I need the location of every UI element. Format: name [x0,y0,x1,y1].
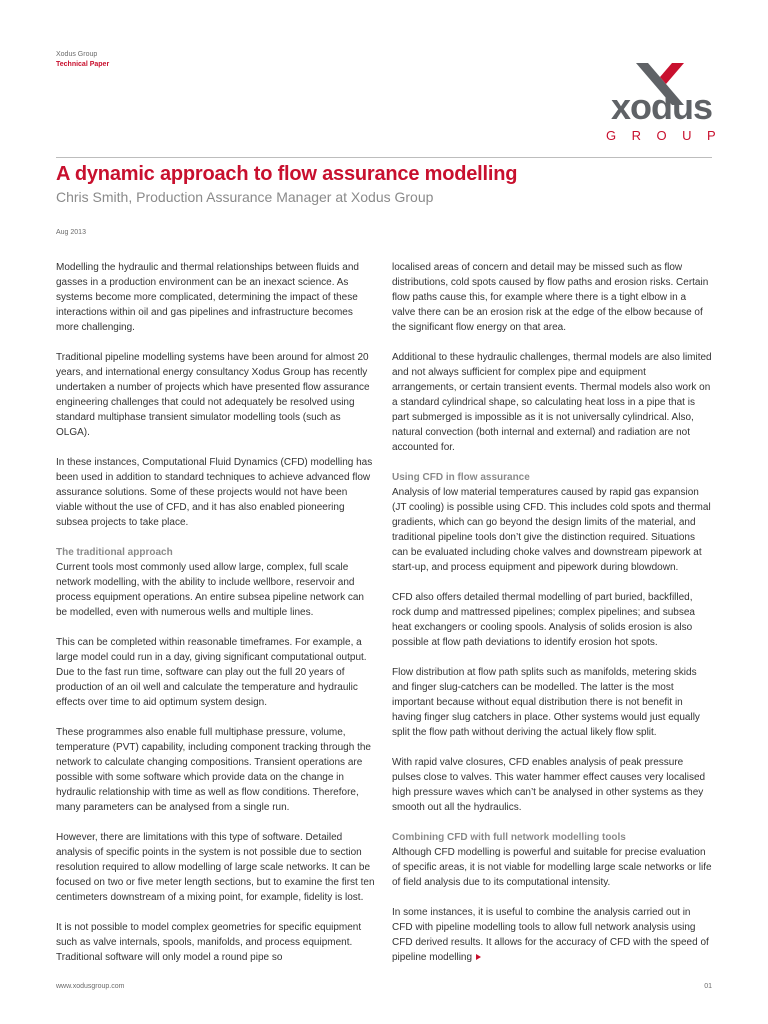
xodus-logo [596,63,732,149]
right-column [392,260,712,980]
header-divider [56,157,712,158]
left-column [56,260,376,980]
page-title: A dynamic approach to flow assurance modelling [56,163,518,185]
paragraph: Although CFD modelling is powerful and suitable for precise evaluation of specific areas, it is not viable for modelling large scale networks or life of field analysis due to its computational intensity. [392,847,712,888]
paragraph: These programmes also enable full multiphase pressure, volume, temperature (PVT) capability, including component tracking through the network to calculate changing compositions. Transient operations are possible with some software which provide data on the change in hydraulic relationship with time as well as flow conditions. Therefore, many parameters can be analysed from a single run. [56,727,371,813]
org-name: Xodus Group [56,51,98,58]
section-heading: Using CFD in flow assurance [392,472,530,483]
paragraph: Current tools most commonly used allow large, complex, full scale network modelling, with the ability to include wellbore, reservoir and process equipment operations. An entire subsea pipeline network can be modelled, even with numerous wells and multiple lines. [56,562,364,618]
logo-wordmark: xodus [610,86,712,127]
paragraph: localised areas of concern and detail may be missed such as flow distributions, cold spots caused by flow paths and erosion risks. Certain flow paths cause this, for example where there is a tight elbow in a valve there can be an erosion risk at the edge of the elbow because of the significant flow energy on that area. [392,262,709,333]
paragraph: In these instances, Computational Fluid Dynamics (CFD) modelling has been used in addition to standard techniques to achieve advanced flow assurance solutions. Some of these projects would not have been viable without the use of CFD, and it has also enabled pioneering subsea projects to take place. [56,457,373,528]
publish-date: Aug 2013 [56,229,86,236]
continue-arrow-icon [476,954,481,960]
section-heading: The traditional approach [56,547,173,558]
page-number: 01 [704,983,712,990]
document-type: Technical Paper [56,61,110,68]
paragraph: Flow distribution at flow path splits such as manifolds, metering skids and finger slug-catchers can be modelled. The latter is the most important because without equal distribution there is not benefit in having finger slug catchers in place. Other systems would just equally split the flow path without deriving the actual likely flow split. [392,667,700,738]
author-line: Chris Smith, Production Assurance Manager at Xodus Group [56,189,434,205]
paragraph: Analysis of low material temperatures caused by rapid gas expansion (JT cooling) is possible using CFD. This includes cold spots and thermal gradients, which can go beyond the design limits of the material, and traditional pipeline tools don’t give the distinction required. Situations can be evaluated including choke valves and downstream pipework at start-up, and process equipment and pipework during blowdown. [392,487,711,573]
paragraph: Additional to these hydraulic challenges, thermal models are also limited and not always sufficient for complex pipe and equipment arrangements, or certain transient events. Thermal models also work on a standard cylindrical shape, so calculating heat loss in a pipe that is part submerged is impossible as it is not universally cylindrical. Also, natural convection (both internal and external) and radiation are not accounted for. [392,352,712,453]
paragraph: With rapid valve closures, CFD enables analysis of peak pressure pulses close to valves. This water hammer effect causes very localised high pressure waves which can’t be analysed in other systems as they smooth out all the hydraulics. [392,757,706,813]
paragraph: Modelling the hydraulic and thermal relationships between fluids and gasses in a production environment can be an inexact science. As systems become more complicated, determining the impact of these interactions within oil and gas pipelines and infrastructure becomes more challenging. [56,262,359,333]
section-heading: Combining CFD with full network modelling tools [392,832,626,843]
paragraph: Traditional pipeline modelling systems have been around for almost 20 years, and international energy consultancy Xodus Group has recently undertaken a number of projects which have presented flow assurance engineering challenges that could not adequately be resolved using standard multiphase transient simulator modelling tools (such as OLGA). [56,352,370,438]
paragraph: This can be completed within reasonable timeframes. For example, a large model could run in a day, giving significant computational output. Due to the fast run time, software can play out the full 20 years of production of an oil well and calculate the temperature and hydraulic effects over time to aid optimum system design. [56,637,367,708]
paragraph: It is not possible to model complex geometries for specific equipment such as valve internals, spools, manifolds, and process equipment. Traditional software will only model a round pipe so [56,922,362,963]
paragraph-text: In some instances, it is useful to combine the analysis carried out in CFD with pipeline modelling tools to allow full network analysis using CFD derived results. It allows for the accuracy of CFD with the speed of pipeline modelling [392,907,709,963]
footer-url: www.xodusgroup.com [56,983,125,990]
paragraph: CFD also offers detailed thermal modelling of part buried, backfilled, rock dump and mattressed pipelines; complex pipelines; and subsea heat exchangers or cooling spools. Analysis of solids erosion is also possible at flow path deviations to identify erosion hot spots. [392,592,695,648]
paragraph-continued [392,905,712,965]
logo-group-text: GROUP [606,128,732,143]
paragraph: However, there are limitations with this type of software. Detailed analysis of specific points in the system is not possible due to section resolution required to allow modelling of large scale networks. It can be focused on two or five meter length sections, but to examine the first ten centimeters downstream of a mixing point, for example, fidelity is lost. [56,832,375,903]
